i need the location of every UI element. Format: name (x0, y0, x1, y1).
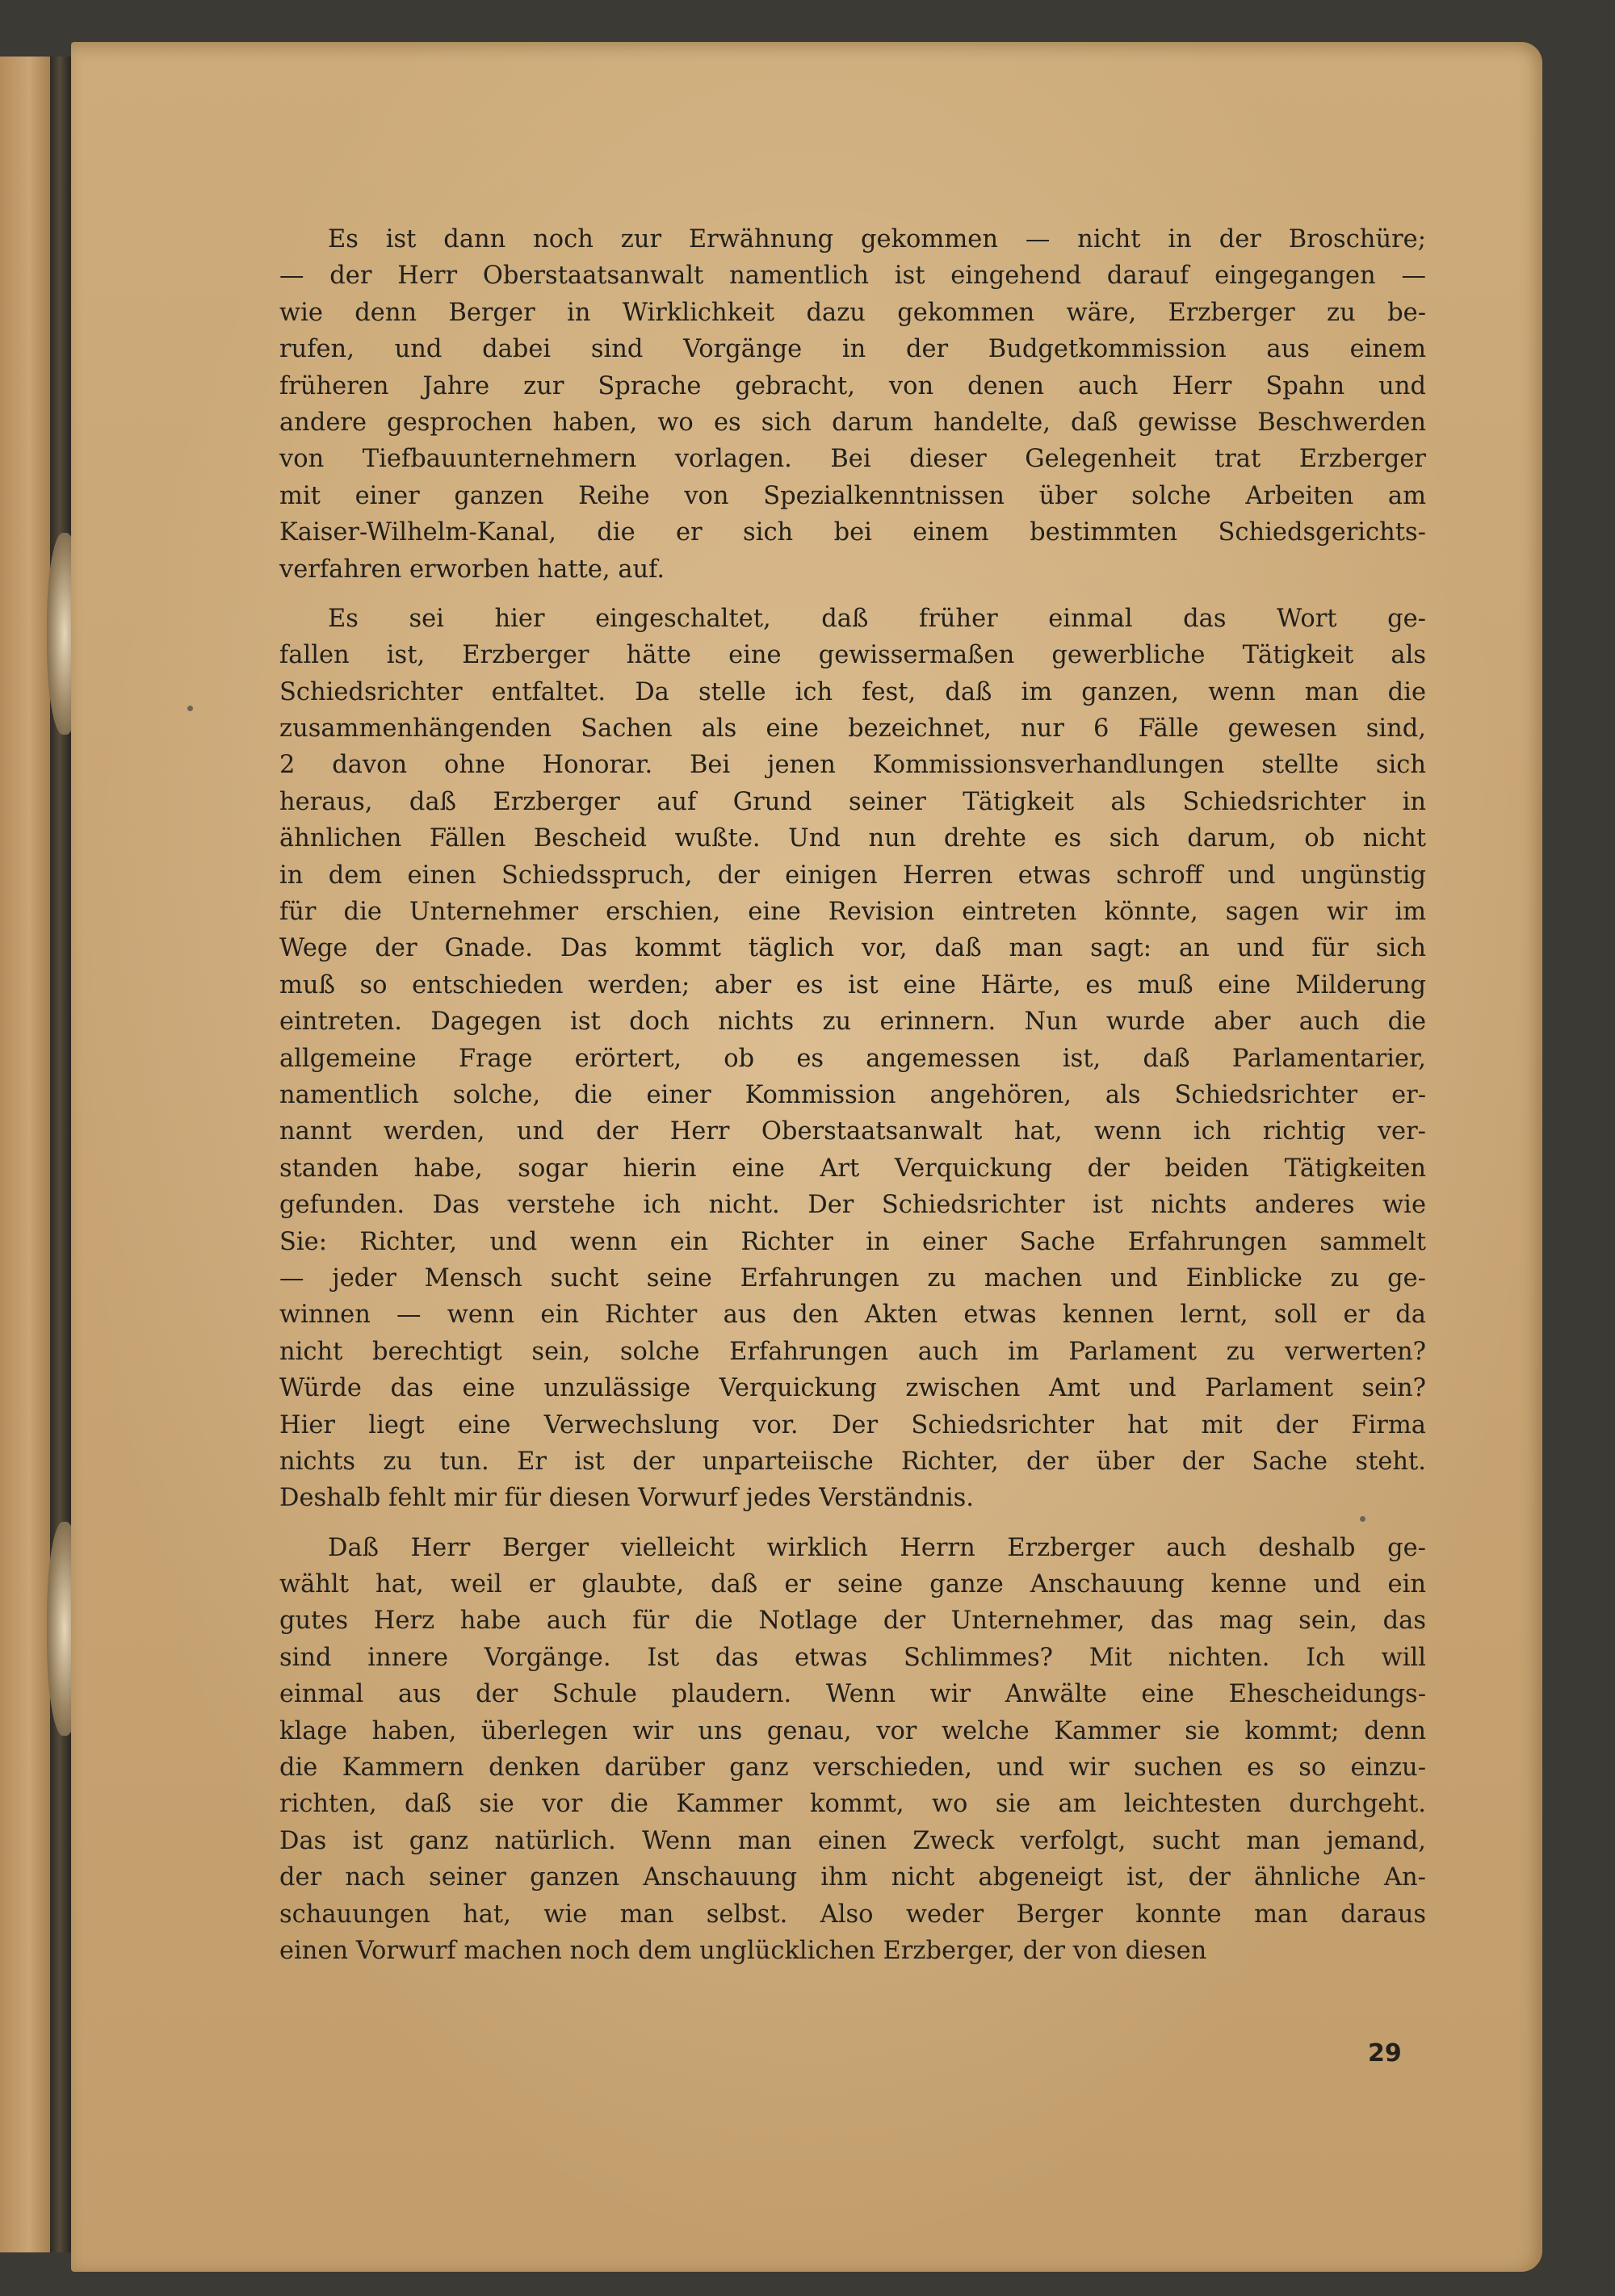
text-line: zusammenhängenden Sachen als eine bezeichnet, nur 6 Fälle gewesen sind, (279, 714, 1426, 744)
text-line: — jeder Mensch sucht seine Erfahrungen zu machen und Einblicke zu ge- (279, 1263, 1426, 1293)
book-binding (50, 57, 71, 2252)
text-line: nannt werden, und der Herr Oberstaatsanwalt hat, wenn ich richtig ver- (279, 1117, 1426, 1146)
text-line: früheren Jahre zur Sprache gebracht, von denen auch Herr Spahn und (279, 371, 1426, 400)
paragraph-3 (279, 1530, 1426, 1970)
text-line: Kaiser-Wilhelm-Kanal, die er sich bei einem bestimmten Schiedsgerichts- (279, 518, 1426, 547)
text-line: sind innere Vorgänge. Ist das etwas Schlimmes? Mit nichten. Ich will (279, 1643, 1426, 1672)
paper-speck (1360, 1516, 1365, 1522)
text-line: Es ist dann noch zur Erwähnung gekommen — nicht in der Broschüre; (328, 225, 1426, 253)
text-line: fallen ist, Erzberger hätte eine gewissermaßen gewerbliche Tätigkeit als (279, 641, 1426, 670)
text-line: Daß Herr Berger vielleicht wirklich Herrn Erzberger auch deshalb ge- (328, 1533, 1426, 1562)
text-line: wählt hat, weil er glaubte, daß er seine ganze Anschauung kenne und ein (279, 1570, 1426, 1599)
text-line: Hier liegt eine Verwechslung vor. Der Schiedsrichter hat mit der Firma (279, 1410, 1426, 1439)
text-line: in dem einen Schiedsspruch, der einigen Herren etwas schroff und ungünstig (279, 861, 1426, 890)
paragraph-1 (279, 221, 1426, 588)
text-line: Wege der Gnade. Das kommt täglich vor, daß man sagt: an und für sich (279, 934, 1426, 963)
text-line: Schiedsrichter entfaltet. Da stelle ich fest, daß im ganzen, wenn man die (279, 677, 1426, 706)
text-line: standen habe, sogar hierin eine Art Verquickung der beiden Tätigkeiten (279, 1154, 1426, 1183)
text-line: heraus, daß Erzberger auf Grund seiner Tätigkeit als Schiedsrichter in (279, 787, 1426, 816)
text-line: die Kammern denken darüber ganz verschieden, und wir suchen es so einzu- (279, 1753, 1426, 1783)
text-line: mit einer ganzen Reihe von Spezialkenntnissen über solche Arbeiten am (279, 481, 1426, 510)
text-line: 2 davon ohne Honorar. Bei jenen Kommissionsverhandlungen stellte sich (279, 751, 1426, 780)
text-line: Sie: Richter, und wenn ein Richter in einer Sache Erfahrungen sammelt (279, 1227, 1426, 1256)
text-line: für die Unternehmer erschien, eine Revision eintreten könnte, sagen wir im (279, 898, 1426, 927)
text-line: schauungen hat, wie man selbst. Also weder Berger konnte man daraus (279, 1900, 1426, 1929)
text-line: muß so entschieden werden; aber es ist eine Härte, es muß eine Milderung (279, 970, 1426, 999)
text-line: Deshalb fehlt mir für diesen Vorwurf jedes Verständnis. (279, 1484, 974, 1513)
facing-page-edge (0, 57, 53, 2252)
page-number: 29 (1368, 2039, 1402, 2068)
text-line: allgemeine Frage erörtert, ob es angemessen ist, daß Parlamentarier, (279, 1044, 1426, 1073)
text-line: gefunden. Das verstehe ich nicht. Der Schiedsrichter ist nichts anderes wie (279, 1191, 1426, 1220)
text-line: verfahren erworben hatte, auf. (279, 555, 665, 584)
text-line: andere gesprochen haben, wo es sich darum handelte, daß gewisse Beschwerden (279, 408, 1426, 437)
text-line: Würde das eine unzulässige Verquickung zwischen Amt und Parlament sein? (279, 1374, 1426, 1403)
text-line: einmal aus der Schule plaudern. Wenn wir Anwälte eine Ehescheidungs- (279, 1680, 1426, 1709)
text-line: der nach seiner ganzen Anschauung ihm nicht abgeneigt ist, der ähnliche An- (279, 1863, 1426, 1892)
book-page (71, 42, 1542, 2272)
paper-speck (187, 706, 193, 711)
text-line: nichts zu tun. Er ist der unparteiische Richter, der über der Sache steht. (279, 1447, 1426, 1476)
text-line: Es sei hier eingeschaltet, daß früher einmal das Wort ge- (328, 604, 1426, 633)
text-line: ähnlichen Fällen Bescheid wußte. Und nun drehte es sich darum, ob nicht (279, 824, 1426, 853)
text-line: wie denn Berger in Wirklichkeit dazu gekommen wäre, Erzberger zu be- (279, 298, 1426, 327)
text-line: nicht berechtigt sein, solche Erfahrungen auch im Parlament zu verwerten? (279, 1337, 1426, 1366)
text-line: klage haben, überlegen wir uns genau, vor welche Kammer sie kommt; denn (279, 1716, 1426, 1745)
text-line: namentlich solche, die einer Kommission angehören, als Schiedsrichter er- (279, 1080, 1426, 1109)
body-text (279, 221, 1426, 1982)
text-line: rufen, und dabei sind Vorgänge in der Budgetkommission aus einem (279, 335, 1426, 364)
text-line: von Tiefbauunternehmern vorlagen. Bei dieser Gelegenheit trat Erzberger (279, 445, 1426, 474)
text-line: einen Vorwurf machen noch dem unglücklichen Erzberger, der von diesen (279, 1936, 1207, 1965)
text-line: winnen — wenn ein Richter aus den Akten etwas kennen lernt, soll er da (279, 1301, 1426, 1330)
text-line: Das ist ganz natürlich. Wenn man einen Zweck verfolgt, sucht man jemand, (279, 1826, 1426, 1855)
paragraph-2 (279, 601, 1426, 1517)
text-line: eintreten. Dagegen ist doch nichts zu erinnern. Nun wurde aber auch die (279, 1008, 1426, 1037)
text-line: — der Herr Oberstaatsanwalt namentlich ist eingehend darauf eingegangen — (279, 262, 1426, 291)
text-line: gutes Herz habe auch für die Notlage der Unternehmer, das mag sein, das (279, 1607, 1426, 1636)
text-line: richten, daß sie vor die Kammer kommt, wo sie am leichtesten durchgeht. (279, 1790, 1426, 1819)
